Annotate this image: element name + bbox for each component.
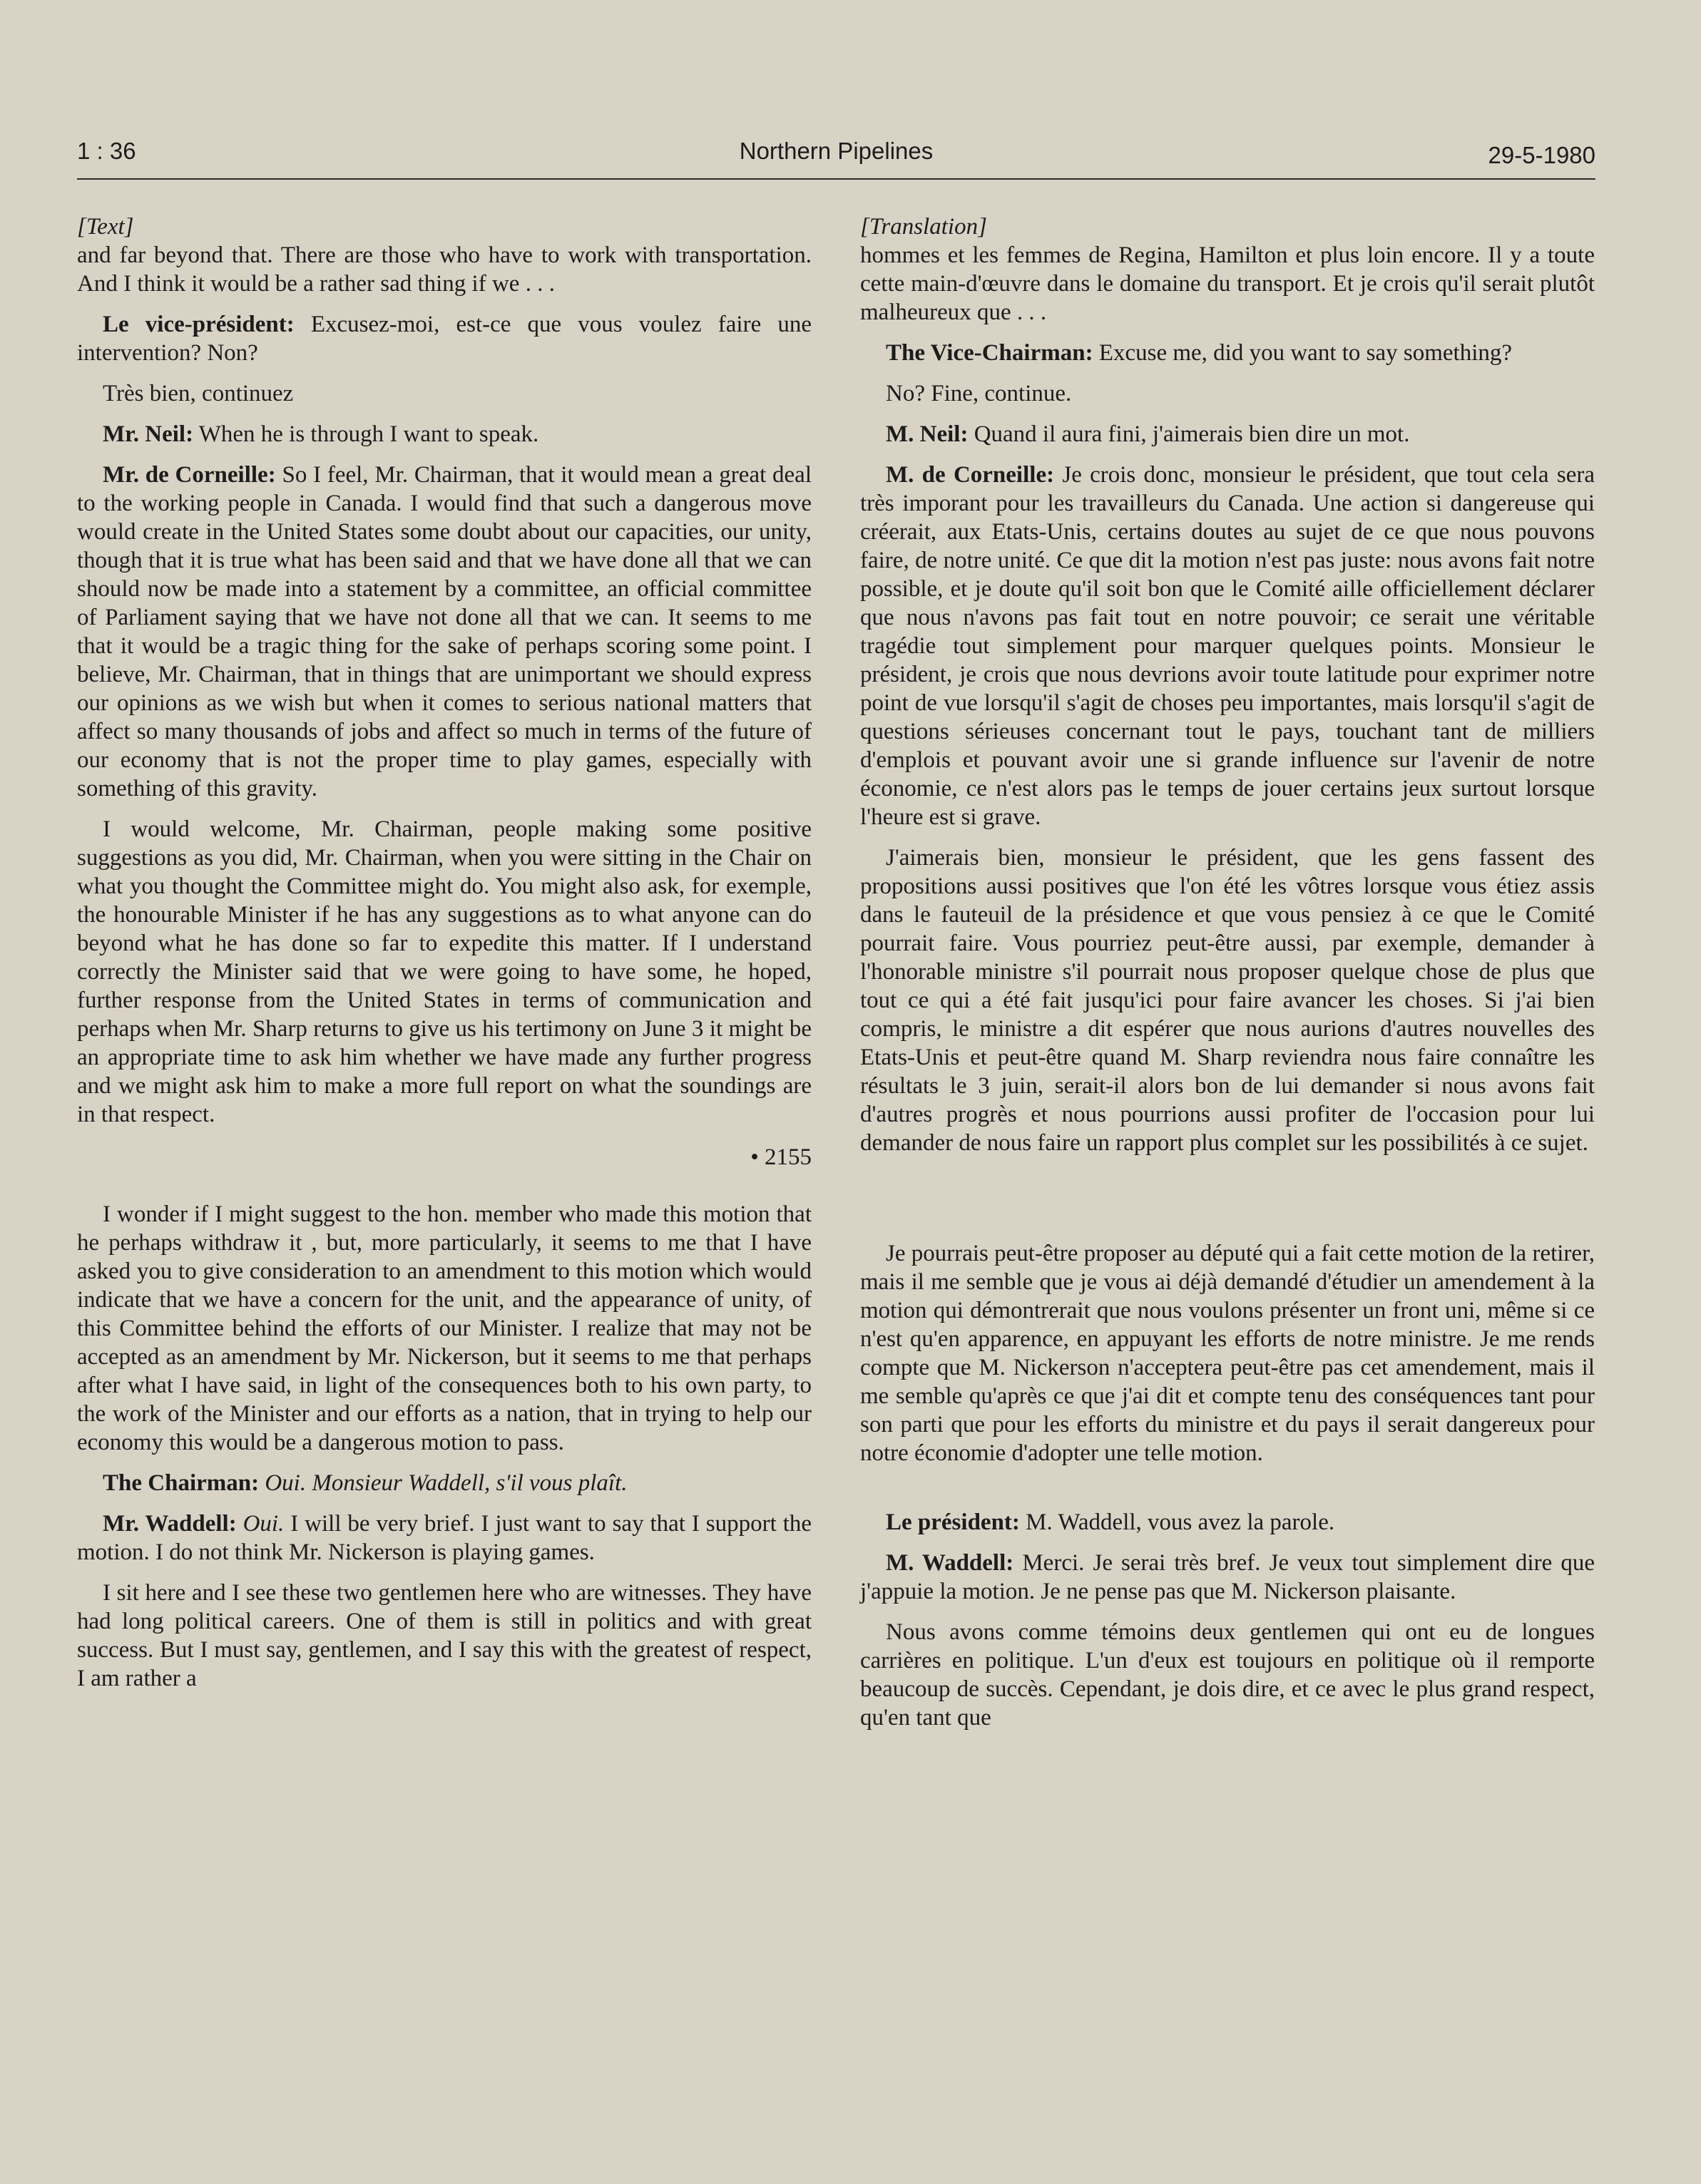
paragraph: and far beyond that. There are those who have to work with transportation. And I think it would be a rather sad thing if we . . .	[77, 242, 812, 297]
running-title: Northern Pipelines	[739, 138, 934, 164]
paragraph: Nous avons comme témoins deux gentlemen qui ont eu de longues carrières en politique. L'un d'eux est toujours en politique où il remporte beaucoup de succès. Cependant, je dois dire, et ce avec le plus grand respect, qu'en tant que	[860, 1619, 1595, 1731]
speech: Le vice-président: Excusez-moi, est-ce que vous voulez faire une intervention? Non?	[77, 312, 812, 366]
speech: The Chairman: Oui. Monsieur Waddell, s'il vous plaît.	[103, 1470, 628, 1496]
paragraph: I would welcome, Mr. Chairman, people making some positive suggestions as you did, Mr. Chairman, when you were sitting in the Chair on what you thought the Committee might do. You might also ask, for exemple, the honourable Minister if he has any suggestions as to what anyone can do beyond what he has done so far to expedite this matter. If I understand correctly the Minister said that we were going to have some, he hoped, further response from the United States in terms of communication and perhaps when Mr. Sharp returns to give us his tertimony on June 3 it might be an appropriate time to ask him whether we have made any further progress and we might ask him to make a more full report on what the soundings are in that respect.	[77, 816, 812, 1127]
speaker-name: M. de Corneille:	[886, 462, 1055, 488]
time-marker: • 2155	[750, 1144, 812, 1170]
page-header	[77, 135, 1595, 180]
paragraph: No? Fine, continue.	[886, 381, 1072, 406]
speaker-name: The Chairman:	[103, 1470, 260, 1496]
speech: Mr. Waddell: Oui. I will be very brief. I just want to say that I support the motion. I do not think Mr. Nickerson is playing games.	[77, 1511, 812, 1565]
language-label: [Translation]	[860, 214, 987, 240]
speaker-name: Mr. de Corneille:	[103, 462, 276, 488]
paragraph: Je pourrais peut-être proposer au député qui a fait cette motion de la retirer, mais il me semble que je vous ai déjà demandé d'étudier un amendement à la motion qui démontrerait que nous voulons présenter un front uni, même si ce n'est qu'en apparence, en appuyant les efforts de notre ministre. Je me rends compte que M. Nickerson n'acceptera peut-être pas cet amendement, mais il me semble qu'après ce que j'ai dit et compte tenu des conséquences tant pour son parti que pour les efforts du ministre et du pays il serait dangereux pour notre économie d'adopter une telle motion.	[860, 1241, 1595, 1466]
page-date: 29-5-1980	[1488, 142, 1595, 168]
page-number: 1 : 36	[77, 138, 136, 164]
speaker-name: The Vice-Chairman:	[886, 340, 1093, 366]
speaker-name: Le vice-président:	[103, 312, 295, 337]
paragraph: hommes et les femmes de Regina, Hamilton et plus loin encore. Il y a toute cette main-d'œuvre dans le domaine du transport. Et je crois qu'il serait plutôt malheureux que . . .	[860, 242, 1595, 325]
speech: Mr. de Corneille: So I feel, Mr. Chairman, that it would mean a great deal to the working people in Canada. I would find that such a dangerous move would create in the United States some doubt about our capacities, our unity, though that it is true what has been said and that we have done all that we can should now be made into a statement by a committee, an official committee of Parliament saying that we have not done all that we can. It seems to me that it would be a tragic thing for the sake of perhaps scoring some point. I believe, Mr. Chairman, that in things that are unimportant we should express our opinions as we wish but when it comes to serious national matters that affect so many thousands of jobs and affect so much in terms of the future of our economy that is not the proper time to play games, especially with something of this gravity.	[77, 462, 812, 801]
speech: The Vice-Chairman: Excuse me, did you want to say something?	[886, 340, 1513, 366]
paragraph: I sit here and I see these two gentlemen here who are witnesses. They have had long political careers. One of them is still in politics and with great success. But I must say, gentlemen, and I say this with the greatest of respect, I am rather a	[77, 1580, 812, 1691]
speaker-name: Mr. Waddell:	[103, 1511, 237, 1537]
paragraph: J'aimerais bien, monsieur le président, que les gens fassent des propositions aussi positives que l'on été les vôtres lorsque vous étiez assis dans le fauteuil de la présidence et que vous pensiez à ce que le Comité pourrait faire. Vous pourriez peut-être aussi, par exemple, demander à l'honorable ministre s'il pourrait nous proposer quelque chose de plus que tout ce qui a été fait jusqu'ici pour faire avancer les choses. Si j'ai bien compris, le ministre a dit espérer que nous aurions d'autres nouvelles des Etats-Unis et peut-être quand M. Sharp reviendra nous faire connaître les résultats le 3 juin, serait-il alors bon de lui demander si nous avons fait d'autres progrès et nous pourrions aussi profiter de l'occasion pour lui demander de nous faire un rapport plus complet sur les possibilités à ce sujet.	[860, 845, 1595, 1156]
speaker-name: Mr. Neil:	[103, 421, 194, 447]
english-column	[77, 212, 812, 1705]
french-column	[860, 212, 1595, 1744]
speaker-name: M. Neil:	[886, 421, 969, 447]
spacer	[860, 1169, 1595, 1239]
speaker-name: Le président:	[886, 1509, 1020, 1535]
speech: M. de Corneille: Je crois donc, monsieur le président, que tout cela sera très imporant pour les travailleurs du Canada. Une action si dangereuse qui créerait, aux Etats-Unis, certains doutes au sujet de ce que nous pouvons faire, de notre unité. Ce que dit la motion n'est pas juste: nous avons fait notre possible, et je doute qu'il soit bon que le Comité aille officiellement déclarer que nous n'avons pas fait tout en notre pouvoir; ce serait une véritable tragédie tout simplement pour marquer quelques points. Monsieur le président, je crois que nous devrions avoir toute latitude pour exprimer notre point de vue lorsqu'il s'agit de choses peu importantes, mais lorsqu'il s'agit de questions sérieuses concernant tout le pays, touchant tant de milliers d'emplois et pouvant avoir une si grande influence sur l'avenir de notre économie, ce n'est alors pas le temps de jouer certains jeux surtout lorsque l'heure est si grave.	[860, 462, 1595, 830]
speech: Le président: M. Waddell, vous avez la parole.	[886, 1509, 1335, 1535]
paragraph: I wonder if I might suggest to the hon. member who made this motion that he perhaps withdraw it , but, more particularly, it seems to me that I have asked you to give consideration to an amendment to this motion which would indicate that we have a concern for the unit, and the appearance of unity, of this Committee behind the efforts of our Minister. I realize that may not be accepted as an amendment by Mr. Nickerson, but it seems to me that perhaps after what I have said, in light of the consequences both to his own party, to the work of the Minister and our efforts as a nation, that in trying to help our economy this would be a dangerous motion to pass.	[77, 1201, 812, 1455]
spacer	[860, 1480, 1595, 1508]
speech: M. Waddell: Merci. Je serai très bref. Je veux tout simplement dire que j'appuie la motion. Je ne pense pas que M. Nickerson plaisante.	[860, 1550, 1595, 1604]
paragraph: Très bien, continuez	[103, 381, 294, 406]
speech: M. Neil: Quand il aura fini, j'aimerais bien dire un mot.	[886, 421, 1410, 447]
speech: Mr. Neil: When he is through I want to speak.	[103, 421, 539, 447]
language-label: [Text]	[77, 214, 134, 240]
speaker-name: M. Waddell:	[886, 1550, 1014, 1576]
